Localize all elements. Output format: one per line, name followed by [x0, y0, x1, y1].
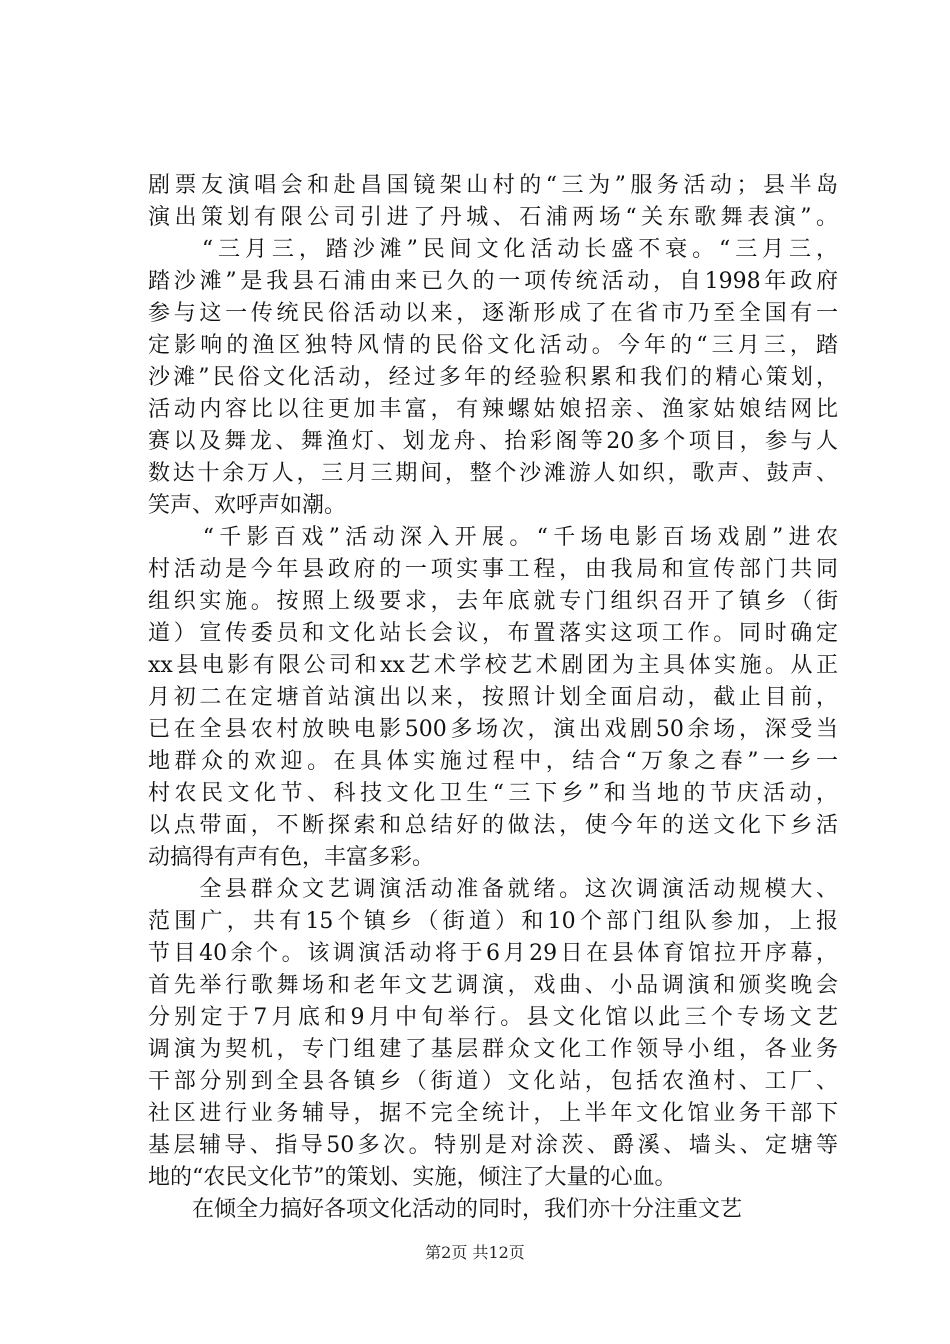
text-line: 剧票友演唱会和赴昌国镜架山村的“三为”服务活动；县半岛: [148, 173, 838, 198]
text-line: xx县电影有限公司和xx艺术学校艺术剧团为主具体实施。从正: [148, 653, 838, 678]
text-line: 道）宣传委员和文化站长会议，布置落实这项工作。同时确定: [148, 621, 838, 646]
text-line: 沙滩”民俗文化活动，经过多年的经验积累和我们的精心策划，: [148, 365, 838, 390]
text-line: 定影响的渔区独特风情的民俗文化活动。今年的“三月三，踏: [148, 333, 838, 358]
text-line: 分别定于7月底和9月中旬举行。县文化馆以此三个专场文艺: [148, 1005, 838, 1030]
text-line: 基层辅导、指导50多次。特别是对涂茨、爵溪、墙头、定塘等: [148, 1133, 838, 1158]
text-line: 调演为契机，专门组建了基层群众文化工作领导小组，各业务: [148, 1037, 838, 1062]
text-line: 动搞得有声有色，丰富多彩。: [148, 845, 435, 870]
text-line: 月初二在定塘首站演出以来，按照计划全面启动，截止目前，: [148, 685, 838, 710]
text-line: 笑声、欢呼声如潮。: [148, 493, 347, 518]
text-line: 全县群众文艺调演活动准备就绪。这次调演活动规模大、: [148, 877, 838, 902]
text-line: 村农民文化节、科技文化卫生“三下乡”和当地的节庆活动，: [148, 781, 838, 806]
text-line: 赛以及舞龙、舞渔灯、划龙舟、抬彩阁等20多个项目，参与人: [148, 429, 838, 454]
text-line: 社区进行业务辅导，据不完全统计，上半年文化馆业务干部下: [148, 1101, 838, 1126]
text-line: 已在全县农村放映电影500多场次，演出戏剧50余场，深受当: [148, 717, 838, 742]
text-line: 首先举行歌舞场和老年文艺调演，戏曲、小品调演和颁奖晚会: [148, 973, 838, 998]
document-body: [148, 170, 838, 1226]
text-line: 地群众的欢迎。在具体实施过程中，结合“万象之春”一乡一: [148, 749, 838, 774]
text-line: “千影百戏”活动深入开展。“千场电影百场戏剧”进农: [148, 525, 838, 550]
text-line: 踏沙滩”是我县石浦由来已久的一项传统活动，自1998年政府: [148, 269, 838, 294]
text-line: 活动内容比以往更加丰富，有辣螺姑娘招亲、渔家姑娘结网比: [148, 397, 838, 422]
text-line: 节目40余个。该调演活动将于6月29日在县体育馆拉开序幕，: [148, 941, 838, 966]
text-line: 在倾全力搞好各项文化活动的同时，我们亦十分注重文艺: [148, 1197, 743, 1222]
text-line: 演出策划有限公司引进了丹城、石浦两场“关东歌舞表演”。: [148, 205, 838, 230]
text-line: 范围广，共有15个镇乡（街道）和10个部门组队参加，上报: [148, 909, 838, 934]
text-line: 以点带面，不断探索和总结好的做法，使今年的送文化下乡活: [148, 813, 838, 838]
text-line: “三月三，踏沙滩”民间文化活动长盛不衰。“三月三，: [148, 237, 838, 262]
text-line: 村活动是今年县政府的一项实事工程，由我局和宣传部门共同: [148, 557, 838, 582]
text-line: 参与这一传统民俗活动以来，逐渐形成了在省市乃至全国有一: [148, 301, 838, 326]
text-line: 地的“农民文化节”的策划、实施，倾注了大量的心血。: [148, 1165, 677, 1190]
text-line: 数达十余万人，三月三期间，整个沙滩游人如织，歌声、鼓声、: [148, 461, 838, 486]
page-footer: 第2页 共12页: [425, 1243, 525, 1262]
text-line: 干部分别到全县各镇乡（街道）文化站，包括农渔村、工厂、: [148, 1069, 838, 1094]
text-line: 组织实施。按照上级要求，去年底就专门组织召开了镇乡（街: [148, 589, 838, 614]
